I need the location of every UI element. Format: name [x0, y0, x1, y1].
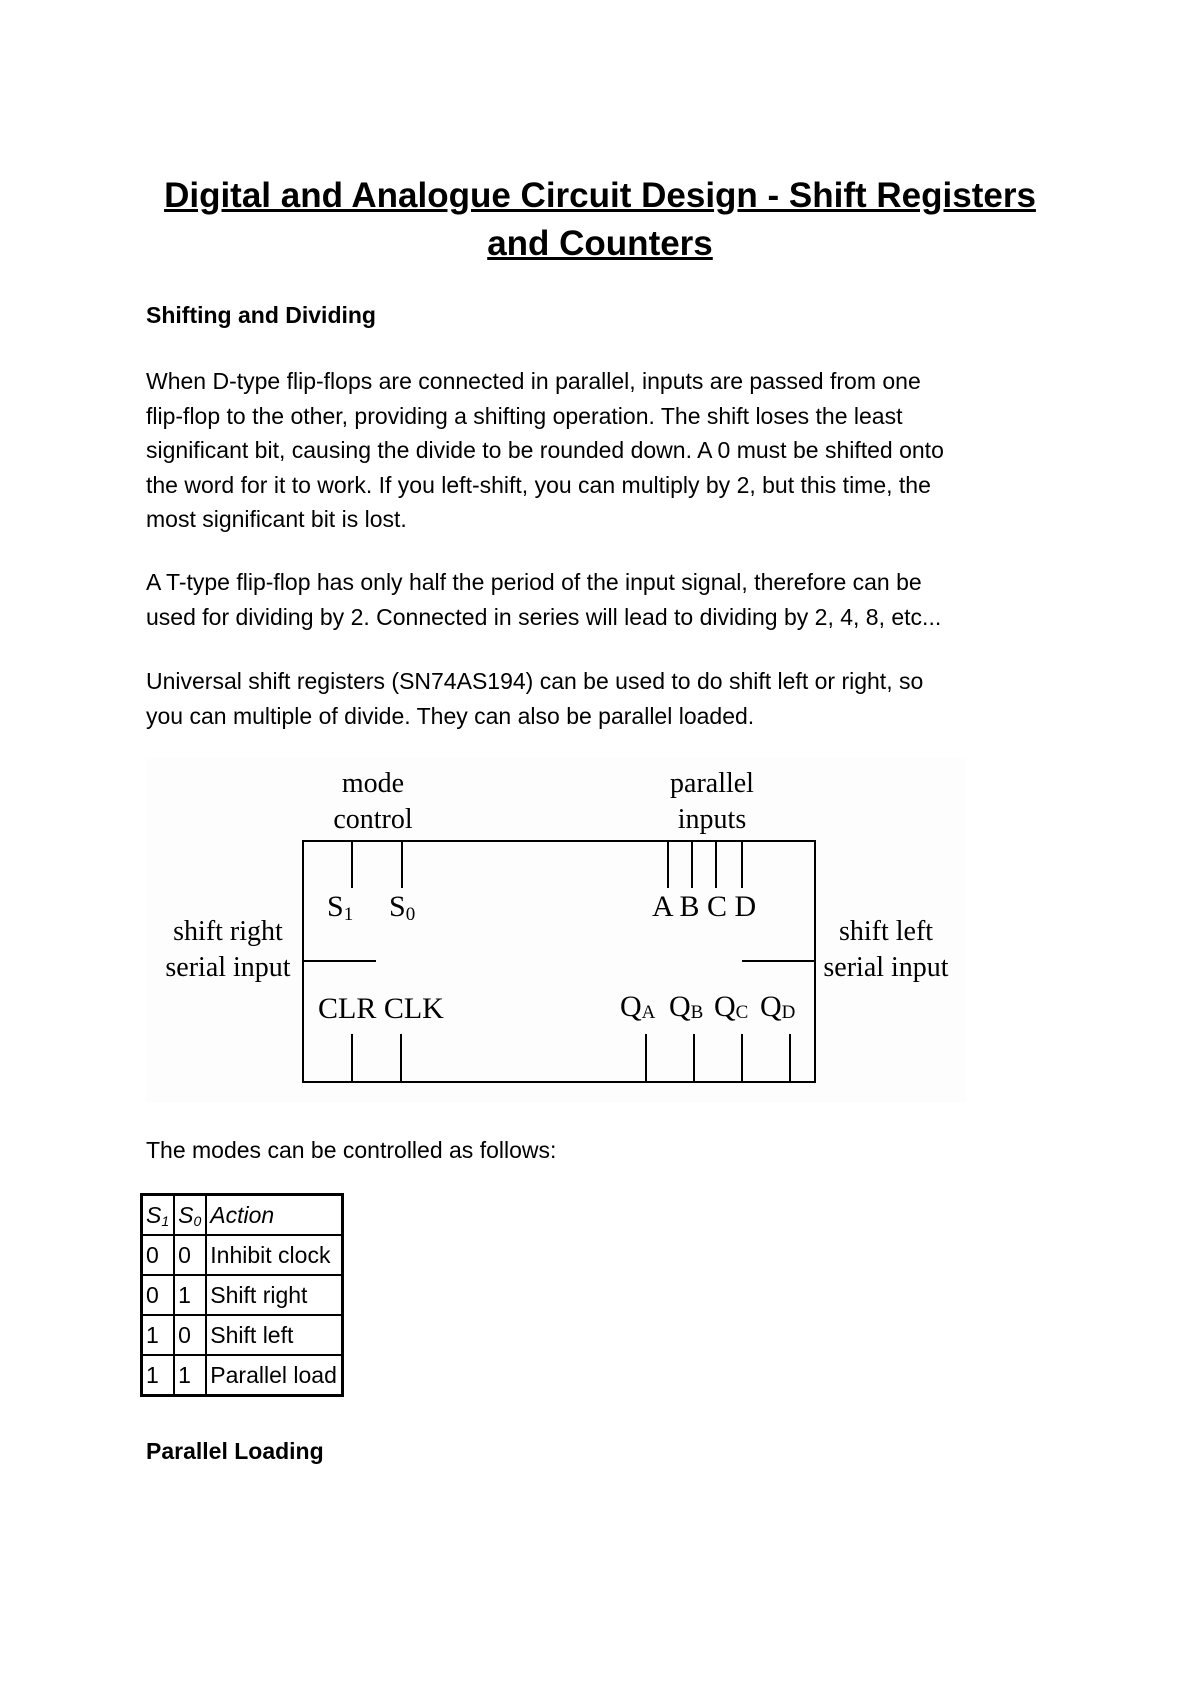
text-line: A T-type flip-flop has only half the period of the input signal, therefore can be	[146, 569, 922, 595]
shift-right-label-1: shift right	[173, 916, 283, 947]
table-row	[142, 1355, 343, 1396]
text-line: used for dividing by 2. Connected in series will lead to dividing by 2, 4, 8, etc...	[146, 603, 942, 630]
cell-s1: 1	[142, 1355, 175, 1396]
text-line: most significant bit is lost.	[146, 506, 407, 532]
mode-control-label-2: control	[333, 804, 413, 835]
cell-s1: 1	[142, 1315, 175, 1355]
qa-label: QA	[620, 990, 656, 1023]
clr-clk-label: CLR CLK	[318, 992, 444, 1025]
cell-s0: 0	[174, 1235, 206, 1275]
header-s1: $S_1$	[142, 1195, 175, 1236]
text-line: Universal shift registers (SN74AS194) can be used to do shift left or right, so	[146, 668, 924, 694]
text-line: the word for it to work. If you left-shift, you can multiply by 2, but this time, the	[146, 471, 931, 498]
parallel-inputs-abcd: A B C D	[652, 890, 757, 923]
text-line: When D-type flip-flops are connected in parallel, inputs are passed from one	[146, 368, 921, 394]
cell-action: Parallel load	[206, 1355, 342, 1396]
table-row	[142, 1235, 343, 1275]
qd-label: QD	[760, 990, 796, 1023]
table-header-row	[142, 1195, 343, 1236]
shift-right-label-2: serial input	[165, 952, 291, 983]
header-s0: $S_0$	[174, 1195, 206, 1236]
section-heading-parallel-loading: Parallel Loading	[146, 1438, 324, 1464]
table-row	[142, 1275, 343, 1315]
parallel-inputs-label-2: inputs	[677, 804, 747, 835]
s0-label: S0	[389, 890, 416, 925]
title-line-1: Digital and Analogue Circuit Design - Shift Registers	[164, 176, 1036, 215]
parallel-inputs-label-1: parallel	[670, 768, 754, 799]
shift-left-label-2: serial input	[823, 952, 949, 983]
shift-register-diagram	[146, 758, 966, 1103]
cell-s0: 0	[174, 1315, 206, 1355]
table-row	[142, 1315, 343, 1355]
cell-s0: 1	[174, 1355, 206, 1396]
text-line: you can multiple of divide. They can also be parallel loaded.	[146, 702, 755, 729]
modes-table	[140, 1193, 344, 1397]
modes-intro: The modes can be controlled as follows:	[146, 1137, 557, 1163]
shift-left-label-1: shift left	[838, 916, 934, 947]
cell-action: Shift right	[206, 1275, 342, 1315]
section-heading-shifting: Shifting and Dividing	[146, 302, 376, 328]
s1-label: S1	[327, 890, 354, 925]
mode-control-label-1: mode	[341, 768, 405, 799]
header-action: Action	[206, 1195, 342, 1236]
paragraph-t-type	[146, 565, 1086, 634]
cell-s1: 0	[142, 1275, 175, 1315]
title-line-2: and Counters	[487, 224, 713, 263]
text-line: significant bit, causing the divide to be rounded down. A 0 must be shifted onto	[146, 437, 944, 463]
cell-action: Shift left	[206, 1315, 342, 1355]
paragraph-d-type	[146, 364, 1086, 537]
cell-action: Inhibit clock	[206, 1235, 342, 1275]
paragraph-universal	[146, 664, 1086, 733]
page-title	[0, 172, 1200, 268]
text-line: flip-flop to the other, providing a shifting operation. The shift loses the least	[146, 402, 903, 429]
cell-s1: 0	[142, 1235, 175, 1275]
qb-label: QB	[669, 990, 704, 1023]
cell-s0: 1	[174, 1275, 206, 1315]
qc-label: QC	[714, 990, 749, 1023]
